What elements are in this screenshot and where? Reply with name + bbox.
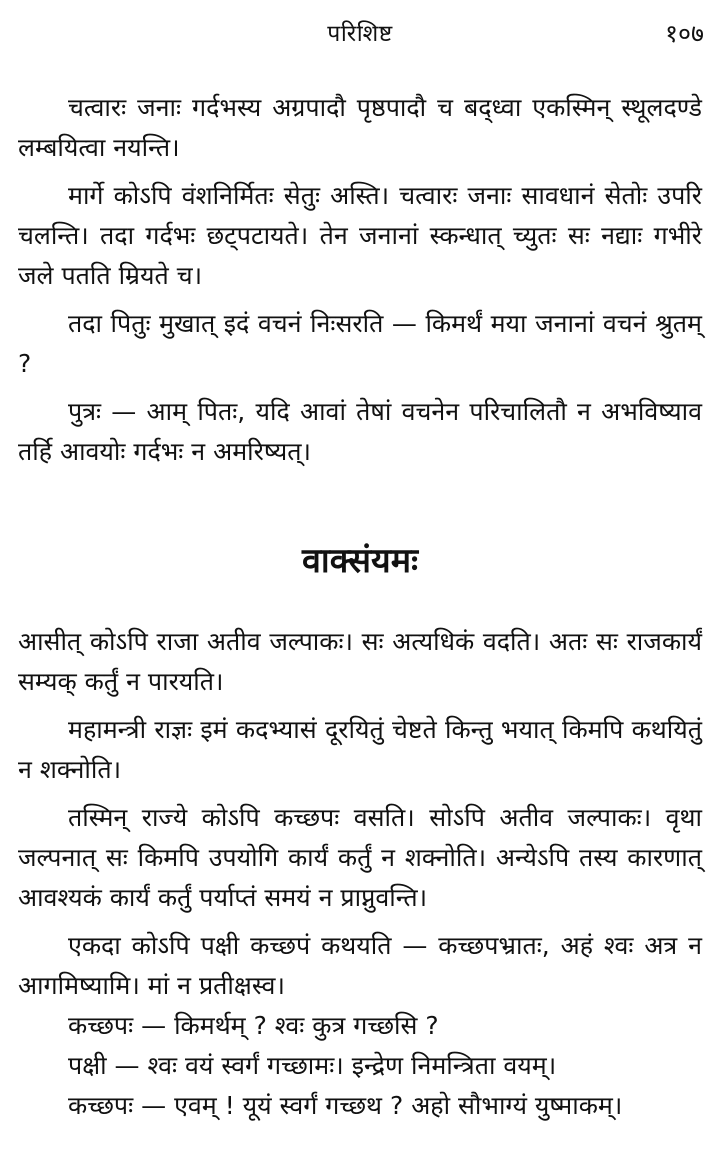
paragraph: मार्गे कोऽपि वंशनिर्मितः सेतुः अस्ति। चत्वारः जनाः सावधानं सेतोः उपरि चलन्ति। तदा गर्दभः छट्पटायते। तेन जनानां स्कन्धात् च्युतः सः नद्याः गभीरे जले पतति म्रियते च। — [18, 181, 702, 290]
running-header-title: परिशिष्ट — [327, 21, 393, 47]
paragraph: एकदा कोऽपि पक्षी कच्छपं कथयति — कच्छपभ्रातः, अहं श्वः अत्र न आगमिष्यामि। मां न प्रतीक्षस्व। — [18, 931, 702, 1000]
paragraph: आसीत् कोऽपि राजा अतीव जल्पाकः। सः अत्यधिकं वदति। अतः सः राजकार्यं सम्यक् कर्तुं न पारयति। — [18, 627, 702, 696]
story-one-body — [18, 88, 702, 472]
paragraph: तदा पितुः मुखात् इदं वचनं निःसरति — किमर्थं मया जनानां वचनं श्रुतम् ? — [18, 309, 702, 378]
page-header — [0, 14, 720, 54]
story-two-body — [18, 622, 702, 1126]
dialogue-line: कच्छपः — किमर्थम् ? श्वः कुत्र गच्छसि ? — [68, 1011, 439, 1040]
dialogue-line: पक्षी — श्वः वयं स्वर्गं गच्छामः। इन्द्रेण निमन्त्रिता वयम्। — [68, 1051, 557, 1080]
dialogue-line: कच्छपः — एवम् ! यूयं स्वर्गं गच्छथ ? अहो सौभाग्यं युष्माकम्। — [68, 1091, 623, 1120]
paragraph: चत्वारः जनाः गर्दभस्य अग्रपादौ पृष्ठपादौ च बद्ध्वा एकस्मिन् स्थूलदण्डे लम्बयित्वा नयन्ति। — [18, 93, 702, 162]
section-title: वाक्संयमः — [302, 541, 418, 581]
paragraph: तस्मिन् राज्ये कोऽपि कच्छपः वसति। सोऽपि अतीव जल्पाकः। वृथा जल्पनात् सः किमपि उपयोगि कार्यं कर्तुं न शक्नोति। अन्येऽपि तस्य कारणात् आवश्यकं कार्यं कर्तुं पर्याप्तं समयं न प्राप्नुवन्ति। — [18, 803, 702, 912]
paragraph: पुत्रः — आम् पितः, यदि आवां तेषां वचनेन परिचालितौ न अभविष्याव तर्हि आवयोः गर्दभः न अमरिष्यत्। — [18, 397, 702, 466]
paragraph: महामन्त्री राज्ञः इमं कदभ्यासं दूरयितुं चेष्टते किन्तु भयात् किमपि कथयितुं न शक्नोति। — [18, 715, 702, 784]
page-number: १०७ — [664, 19, 704, 48]
